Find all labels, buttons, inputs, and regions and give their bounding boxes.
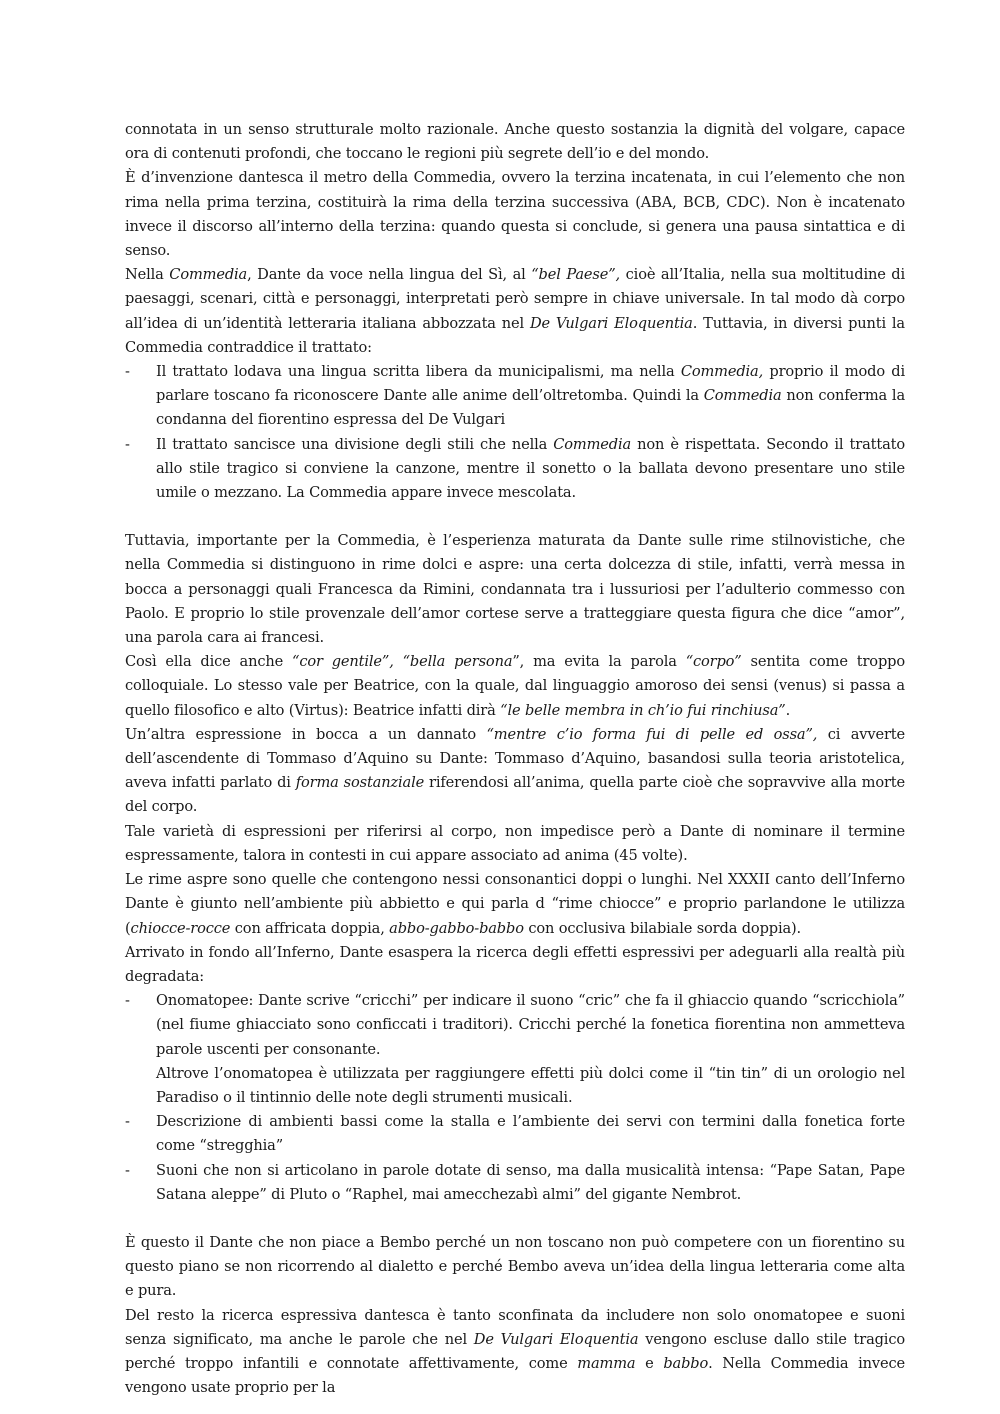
paragraph-spacer [125, 1207, 905, 1231]
dash-bullet: - [125, 1113, 130, 1131]
document-page [125, 118, 905, 1400]
paragraph-corpo: Tale varietà di espressioni per riferirsi al corpo, non impedisce però a Dante di nominare il termine espressamente, talora in contesti in cui appare associato ad anima (45 volte). [125, 822, 905, 864]
paragraph-rime-aspre: Le rime aspre sono quelle che contengono nessi consonantici doppi o lunghi. Nel XXXII canto dell’Inferno Dante è giunto nell’ambiente più abbietto e qui parla d “rime chiocce” e proprio parlandone le utilizza (chiocce-rocce con affricata doppia, abbo-gabbo-babbo con occlusiva bilabiale sorda doppia). [125, 871, 905, 937]
dash-bullet: - [125, 992, 130, 1010]
paragraph-inferno: Arrivato in fondo all’Inferno, Dante esaspera la ricerca degli effetti espressivi per adeguarli alla realtà più degradata: [125, 943, 905, 985]
paragraph-spacer [125, 505, 905, 529]
dash-bullet: - [125, 1161, 130, 1179]
list-item: - Descrizione di ambienti bassi come la stalla e l’ambiente dei servi con termini dalla fonetica forte come “stregghia” [125, 1110, 905, 1158]
list-item: - Il trattato sancisce una divisione degli stili che nella Commedia non è rispettata. Secondo il trattato allo stile tragico si conviene la canzone, mentre il sonetto o la ballata devono presentare uno stile umile o mezzano. La Commedia appare invece mescolata. [125, 433, 905, 506]
dash-bullet: - [125, 363, 130, 381]
effects-list [125, 989, 905, 1207]
paragraph-structure: connotata in un senso strutturale molto razionale. Anche questo sostanzia la dignità del volgare, capace ora di contenuti profondi, che toccano le regioni più segrete dell’io e del mondo. [125, 121, 905, 163]
list-item: - Il trattato lodava una lingua scritta libera da municipalismi, ma nella Commedia, proprio il modo di parlare toscano fa riconoscere Dante alle anime dell’oltretomba. Quindi la Commedia non conferma la condanna del fiorentino espressa del De Vulgari [125, 360, 905, 433]
list-item: - Onomatopee: Dante scrive “cricchi” per indicare il suono “cric” che fa il ghiaccio quando “scricchiola” (nel fiume ghiacciato sono conficcati i traditori). Cricchi perché la fonetica fiorentina non ammetteva parole uscenti per consonante. Altrove l’onomatopea è utilizzata per raggiungere effetti più dolci come il “tin tin” di un orologio nel Paradiso o il tintinnio delle note degli strumenti musicali. [125, 989, 905, 1110]
paragraph-terzina: È d’invenzione dantesca il metro della Commedia, ovvero la terzina incatenata, in cui l’elemento che non rima nella prima terzina, costituirà la rima della terzina successiva (ABA, BCB, CDC). Non è incatenato invece il discorso all’interno della terzina: quando questa si conclude, si genera una pausa sintattica e di senso. [125, 169, 905, 260]
paragraph-ricerca-espressiva: Del resto la ricerca espressiva dantesca è tanto sconfinata da includere non solo onomatopee e suoni senza significato, ma anche le parole che nel De Vulgari Eloquentia vengono escluse dallo stile tragico perché troppo infantili e connotate affettivamente, come mamma e babbo. Nella Commedia invece vengono usate proprio per la [125, 1306, 906, 1397]
list-item: - Suoni che non si articolano in parole dotate di senso, ma dalla musicalità intensa: “Pape Satan, Pape Satana aleppe” di Pluto o “Raphel, mai amecchezabì almi” del gigante Nembrot. [125, 1159, 905, 1207]
paragraph-rime-dolci-aspre: Tuttavia, importante per la Commedia, è l’esperienza maturata da Dante sulle rime stilnovistiche, che nella Commedia si distinguono in rime dolci e aspre: una certa dolcezza di stile, infatti, verrà messa in bocca a personaggi quali Francesca da Rimini, condannata tra i lussuriosi per l’adulterio commesso con Paolo. E proprio lo stile provenzale dell’amor cortese serve a tratteggiare questa figura che dice “amor”, una parola cara ai francesi. [125, 532, 905, 647]
paragraph-bel-paese: Nella Commedia, Dante da voce nella lingua del Sì, al “bel Paese”, cioè all’Italia, nella sua moltitudine di paesaggi, scenari, città e personaggi, interpretati però sempre in chiave universale. In tal modo dà corpo all’idea di un’identità letteraria italiana abbozzata nel De Vulgari Eloquentia. Tuttavia, in diversi punti la Commedia contraddice il trattato: [125, 266, 906, 356]
dash-bullet: - [125, 435, 130, 453]
contradictions-list [125, 360, 905, 505]
paragraph-beatrice: Così ella dice anche “cor gentile”, “bella persona”, ma evita la parola “corpo” sentita come troppo colloquiale. Lo stesso vale per Beatrice, con la quale, dal linguaggio amoroso dei sensi (venus) si passa a quello filosofico e alto (Virtus): Beatrice infatti dirà “le belle membra in ch’io fui rinchiusa”. [125, 653, 905, 719]
paragraph-bembo: È questo il Dante che non piace a Bembo perché un non toscano non può competere con un fiorentino su questo piano se non ricorrendo al dialetto e perché Bembo aveva un’idea della lingua letteraria come alta e pura. [125, 1233, 905, 1300]
paragraph-tommaso: Un’altra espressione in bocca a un dannato “mentre c’io forma fui di pelle ed ossa”, ci avverte dell’ascendente di Tommaso d’Aquino su Dante: Tommaso d’Aquino, basandosi sulla teoria aristotelica, aveva infatti parlato di forma sostanziale riferendosi all’anima, quella parte cioè che sopravvive alla morte del corpo. [125, 725, 906, 816]
